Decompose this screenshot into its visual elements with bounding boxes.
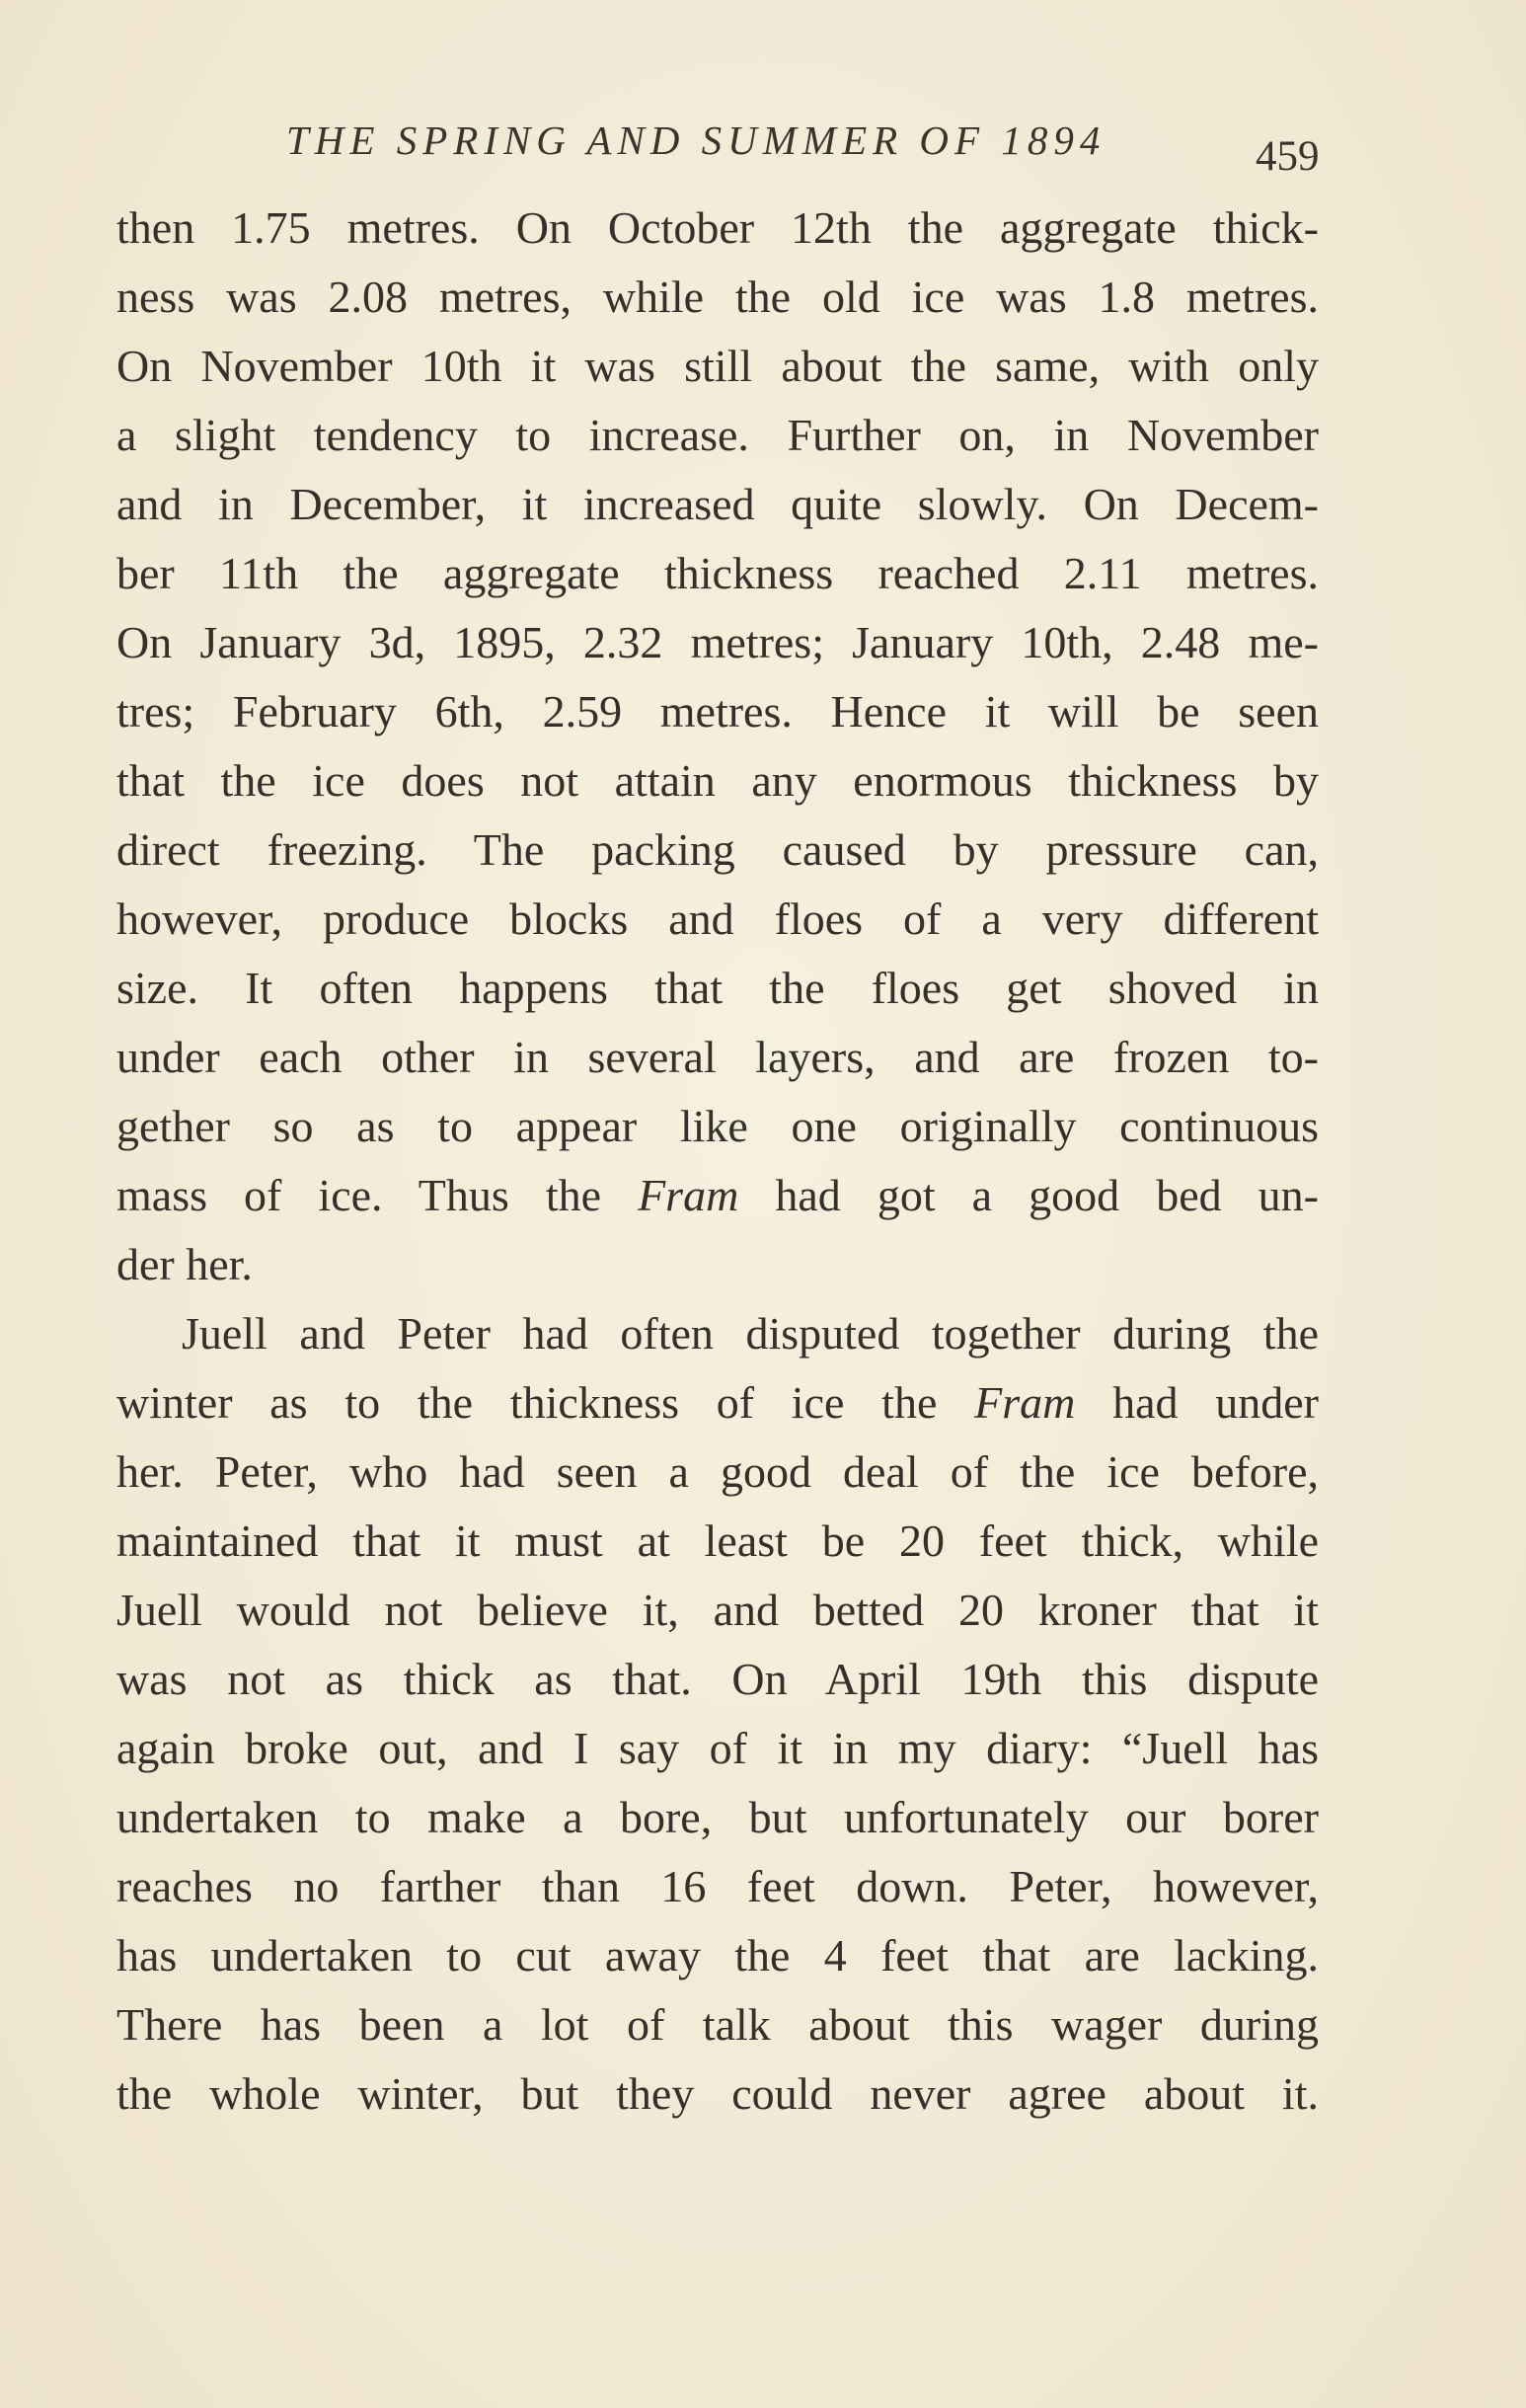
text-segment: had got a good bed un- <box>738 1170 1319 1220</box>
text-line: however, produce blocks and floes of a very different <box>116 893 1319 944</box>
text-line: Juell would not believe it, and betted 20 kroner that it <box>116 1585 1319 1635</box>
text-line: that the ice does not attain any enormous thickness by <box>116 755 1319 806</box>
text-segment: had under <box>1075 1377 1320 1428</box>
text-line: maintained that it must at least be 20 feet thick, while <box>116 1515 1319 1566</box>
text-line: again broke out, and I say of it in my diary: “Juell has <box>116 1723 1319 1773</box>
ship-name: Fram <box>638 1170 739 1220</box>
text-line: her. Peter, who had seen a good deal of the ice before, <box>116 1446 1319 1497</box>
text-line: reaches no farther than 16 feet down. Peter, however, <box>116 1861 1319 1911</box>
text-line: the whole winter, but they could never agree about it. <box>116 2068 1319 2119</box>
text-segment: winter as to the thickness of ice the <box>116 1377 975 1428</box>
text-line <box>116 1161 1319 1230</box>
text-line: ber 11th the aggregate thickness reached 2.11 metres. <box>116 548 1319 598</box>
text-line: der her. <box>116 1239 253 1289</box>
text-line: tres; February 6th, 2.59 metres. Hence it will be seen <box>116 686 1319 737</box>
text-line: size. It often happens that the floes get shoved in <box>116 963 1319 1013</box>
text-line: gether so as to appear like one originally continuous <box>116 1101 1319 1151</box>
text-line: was not as thick as that. On April 19th this dispute <box>116 1654 1319 1704</box>
text-line: ness was 2.08 metres, while the old ice was 1.8 metres. <box>116 272 1319 322</box>
text-line: has undertaken to cut away the 4 feet that are lacking. <box>116 1930 1319 1981</box>
text-line: under each other in several layers, and are frozen to- <box>116 1032 1319 1082</box>
page-number: 459 <box>1256 133 1320 180</box>
running-title: THE SPRING AND SUMMER OF 1894 <box>286 117 1106 163</box>
text-line: a slight tendency to increase. Further on, in November <box>116 410 1319 460</box>
text-line: direct freezing. The packing caused by pressure can, <box>116 824 1319 875</box>
ship-name: Fram <box>974 1377 1076 1428</box>
text-line: then 1.75 metres. On October 12th the aggregate thick- <box>116 202 1319 253</box>
text-line: and in December, it increased quite slowly. On Decem- <box>116 479 1319 529</box>
text-line: On January 3d, 1895, 2.32 metres; January 10th, 2.48 me- <box>116 617 1319 667</box>
text-line: There has been a lot of talk about this wager during <box>116 1999 1319 2050</box>
text-line: On November 10th it was still about the same, with only <box>116 341 1319 391</box>
text-line <box>116 1368 1319 1437</box>
text-line: undertaken to make a bore, but unfortunately our borer <box>116 1792 1319 1842</box>
text-line: Juell and Peter had often disputed together during the <box>182 1308 1319 1359</box>
body-text <box>116 194 1319 2129</box>
text-segment: mass of ice. Thus the <box>116 1170 639 1220</box>
